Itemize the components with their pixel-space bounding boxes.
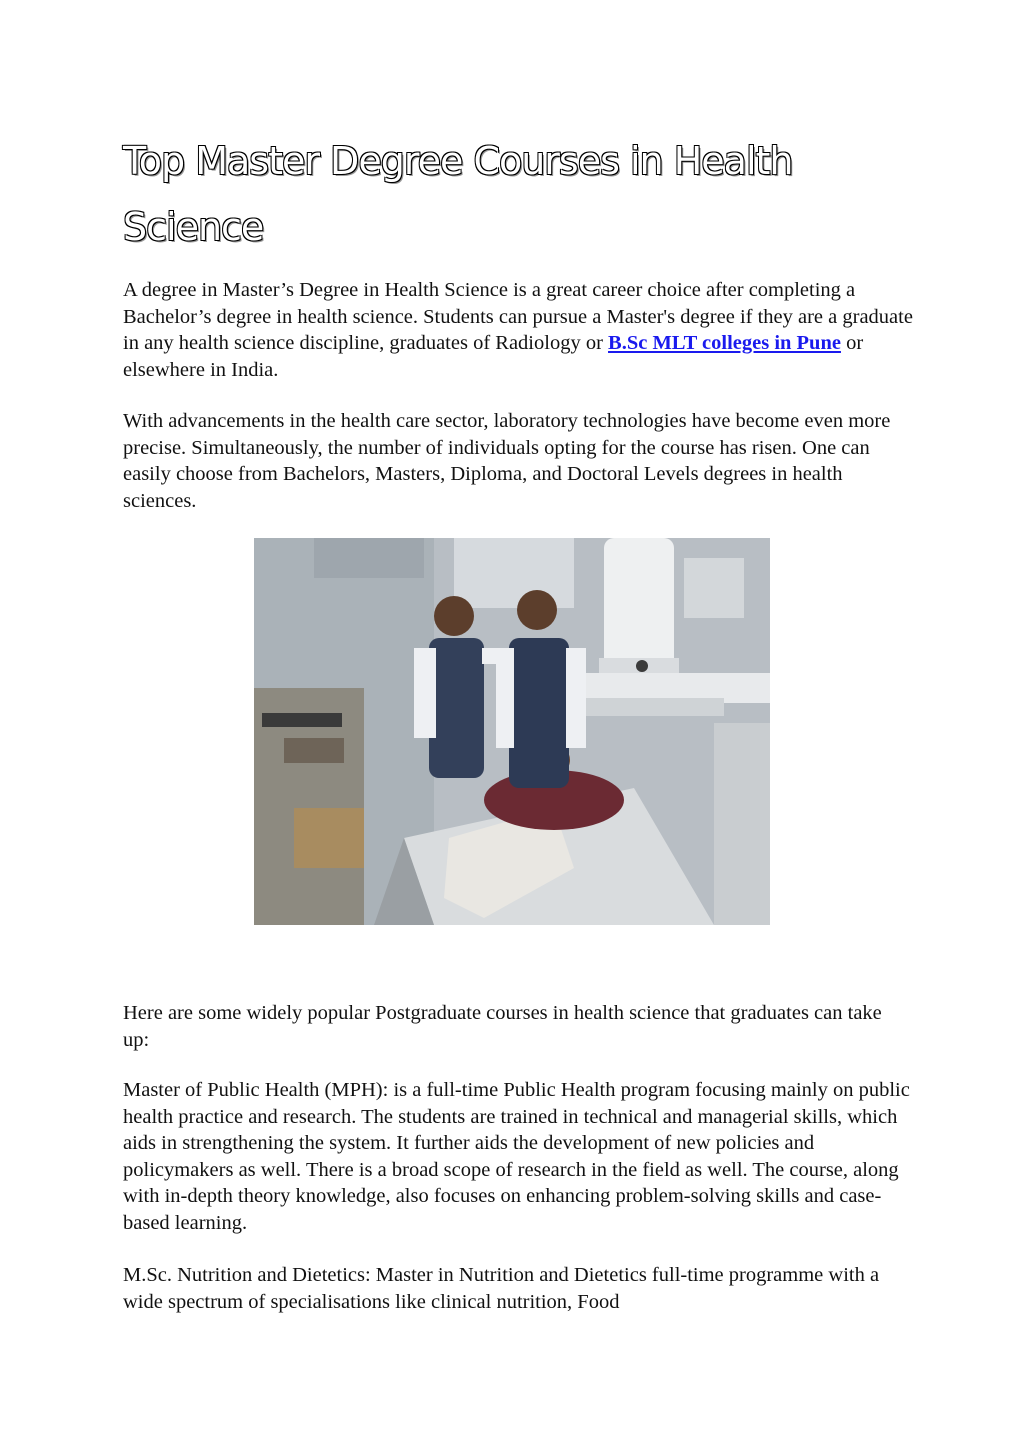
intro-text-end: or elsewhere in India. <box>123 332 864 381</box>
page-title <box>123 128 903 260</box>
intro-text-start: A degree in Master’s Degree in Health Science is a great career choice after completing a Bachelor’s degree in health science. Students can pursue a Master's degree if they are a graduate in any health science discipline, graduates of Radiology or <box>123 279 913 354</box>
mph-paragraph: Master of Public Health (MPH): is a full-time Public Health program focusing mainly on public health practice and research. The students are trained in technical and managerial skills, which aids in strengthening the system. It further aids the development of new policies and policymakers as well. There is a broad scope of research in the field as well. The course, along with in-depth theory knowledge, also focuses on enhancing problem-solving skills and case-based learning. <box>123 1079 910 1234</box>
bsc-mlt-colleges-link[interactable]: B.Sc MLT colleges in Pune <box>608 332 841 354</box>
msc-nutrition-paragraph: M.Sc. Nutrition and Dietetics: Master in Nutrition and Dietetics full-time programme with a wide spectrum of specialisations like clinical nutrition, Food <box>123 1264 880 1313</box>
radiology-lab-illustration <box>254 538 770 925</box>
popular-courses-paragraph: Here are some widely popular Postgraduate courses in health science that graduates can take up: <box>123 1002 882 1051</box>
radiology-lab-photo <box>254 538 770 925</box>
advancements-paragraph: With advancements in the health care sector, laboratory technologies have become even more precise. Simultaneously, the number of individuals opting for the course has risen. One can easily choose from Bachelors, Masters, Diploma, and Doctoral Levels degrees in health sciences. <box>123 410 891 512</box>
page-title-text: Top Master Degree Courses in Health Science <box>123 139 793 249</box>
intro-paragraph <box>123 277 913 383</box>
